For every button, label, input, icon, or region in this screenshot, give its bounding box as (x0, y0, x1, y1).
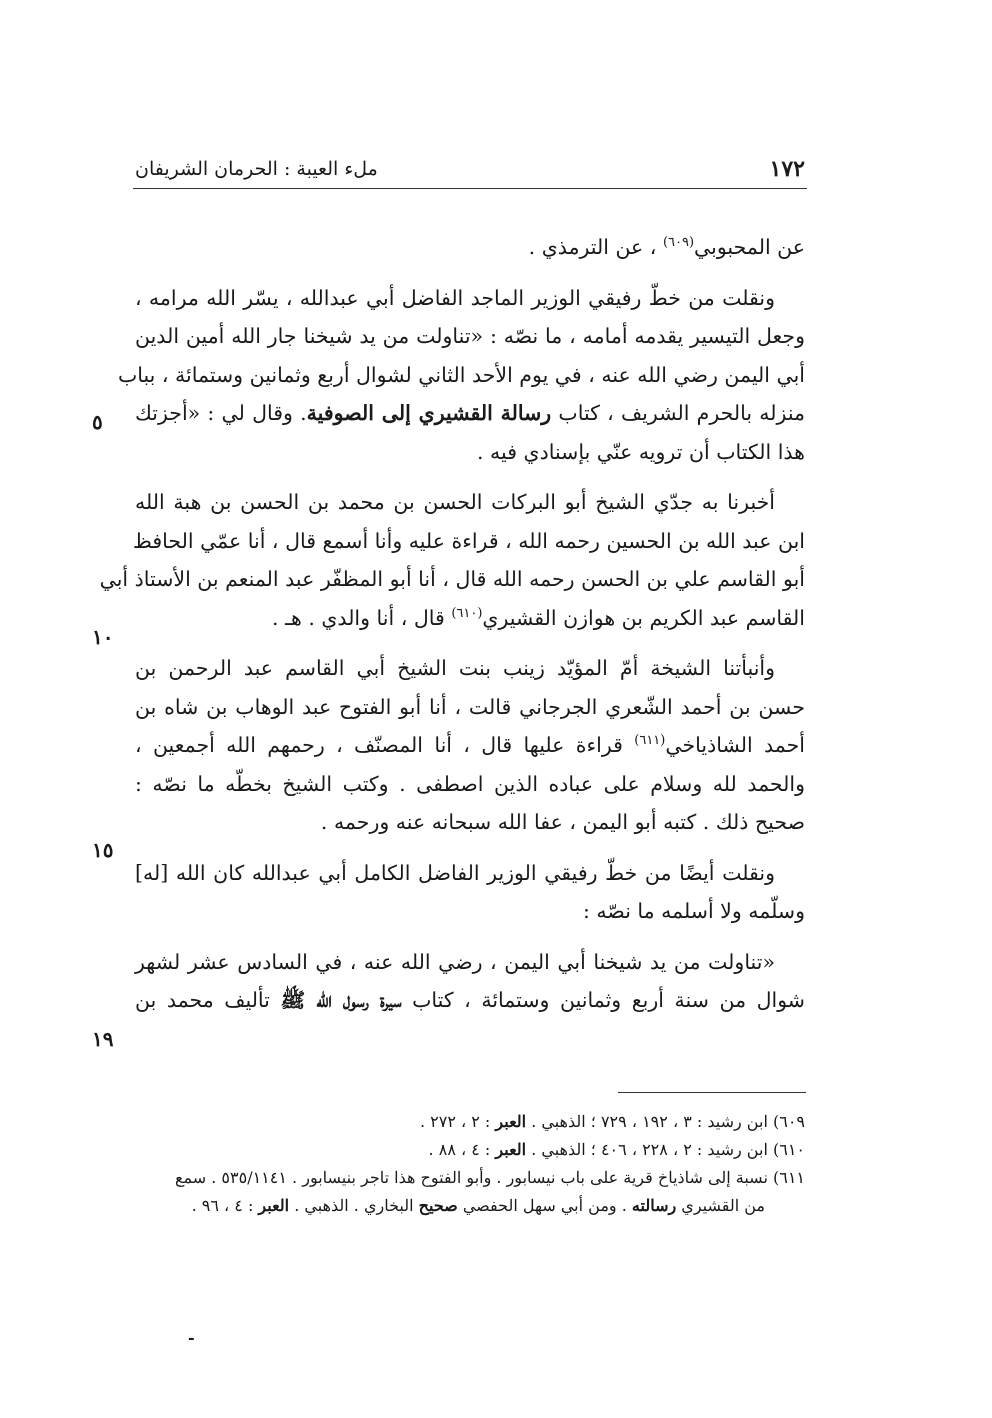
footnote-610: ٦١٠) ابن رشيد : ٢ ، ٢٢٨ ، ٤٠٦ ؛ الذهبي . العبر : ٤ ، ٨٨ . (428, 1140, 805, 1159)
paragraph-4 (135, 649, 805, 842)
text-line: ابن عبد الله بن الحسين رحمه الله ، قراءة عليه وأنا أسمع قال ، أنا عمّي الحافظ (132, 528, 805, 553)
footnote-611-continued: من القشيري رسالته . ومن أبي سهل الحفصي صحيح البخاري . الذهبي . العبر : ٤ ، ٩٦ . (191, 1196, 765, 1215)
footnote-rule (618, 1092, 806, 1093)
text-line: وسلّمه ولا أسلمه ما نصّه : (583, 899, 805, 923)
text-line: صحيح ذلك . كتبه أبو اليمن ، عفا الله سبحانه عنه ورحمه . (320, 810, 805, 834)
book-title: سيرة رسول الله ﷺ (280, 988, 402, 1012)
paragraph-2 (117, 279, 805, 472)
footnote-611: ٦١١) نسبة إلى شاذياخ قرية على باب نيسابور . وأبو الفتوح هذا تاجر بنيسابور . ٥٣٥/١١٤١ . سمع (174, 1168, 805, 1187)
text-line: أبي اليمن رضي الله عنه ، في يوم الأحد الثاني لشوال أربع وثمانين وستمائة ، بباب (117, 362, 805, 387)
paragraph-6 (135, 943, 805, 1020)
text-line: أحمد الشاذياخي$^{(٦١١)}$ قراءة عليها قال ، أنا المصنّف ، رحمهم الله أجمعين ، (135, 733, 805, 757)
text-line: أبو القاسم علي بن الحسن رحمه الله قال ، أنا أبو المظفّر عبد المنعم بن الأستاذ أبي (99, 567, 805, 591)
line-number-15: ١٥ (92, 838, 114, 862)
footnote-ref-609: (٦٠٩) (662, 235, 695, 251)
text-line: شوال من سنة أربع وثمانين وستمائة ، كتاب سيرة رسول الله ﷺ تأليف محمد بن (135, 988, 805, 1012)
page-header (135, 150, 805, 190)
line-number-19: ١٩ (92, 1027, 114, 1051)
text-line: أخبرنا به جدّي الشيخ أبو البركات الحسن بن محمد بن الحسن بن هبة الله (135, 490, 775, 514)
paragraph-3 (99, 483, 805, 637)
text-line: ونقلت من خطّ رفيقي الوزير الماجد الفاضل أبي عبدالله ، يسّر الله مرامه ، (135, 285, 775, 310)
paragraph-5 (135, 854, 805, 931)
text-line: حسن بن أحمد الشّعري الجرجاني قالت ، أنا أبو الفتوح عبد الوهاب بن شاه بن (135, 694, 805, 719)
header-rule (133, 188, 807, 189)
footnote-609: ٦٠٩) ابن رشيد : ٣ ، ١٩٢ ، ٧٢٩ ؛ الذهبي . العبر : ٢ ، ٢٧٢ . (419, 1112, 805, 1131)
text-line: والحمد لله وسلام على عباده الذين اصطفى . وكتب الشيخ بخطّه ما نصّه : (135, 771, 805, 796)
running-title: ملء العيبة : الحرمان الشريفان (135, 158, 378, 180)
page-number: ١٧٢ (769, 156, 805, 182)
book-title: رسالة القشيري إلى الصوفية (306, 401, 552, 425)
text-line: القاسم عبد الكريم بن هوازن القشيري$^{(٦١٠)}$ قال ، أنا والدي . هـ . (271, 605, 805, 630)
text-line: هذا الكتاب أن ترويه عنّي بإسنادي فيه . (477, 439, 805, 464)
text-line: وأنبأتنا الشيخة أمّ المؤيّد زينب بنت الشيخ أبي القاسم عبد الرحمن بن (135, 656, 775, 680)
footnote-ref-611: (٦١١) (634, 733, 666, 749)
footnotes (135, 1108, 805, 1220)
text-line: منزله بالحرم الشريف ، كتاب رسالة القشيري إلى الصوفية. وقال لي : «أجزتك (135, 401, 805, 425)
text-line: ونقلت أيضًا من خطّ رفيقي الوزير الفاضل الكامل أبي عبدالله كان الله [له] (135, 860, 775, 885)
text-line: وجعل التيسير يقدمه أمامه ، ما نصّه : «تناولت من يد شيخنا جار الله أمين الدين (135, 324, 805, 348)
footnote-ref-610: (٦١٠) (451, 605, 483, 621)
paragraph-1 (135, 228, 805, 267)
line-number-10: ١٠ (92, 625, 114, 649)
text-line: عن المحبوبي$^{(٦٠٩)}$ ، عن الترمذي . (528, 235, 805, 259)
line-number-5: ٥ (92, 410, 103, 434)
text-line: «تناولت من يد شيخنا أبي اليمن ، رضي الله عنه ، في السادس عشر لشهر (135, 949, 775, 974)
page-signature-mark: - (188, 1328, 195, 1347)
